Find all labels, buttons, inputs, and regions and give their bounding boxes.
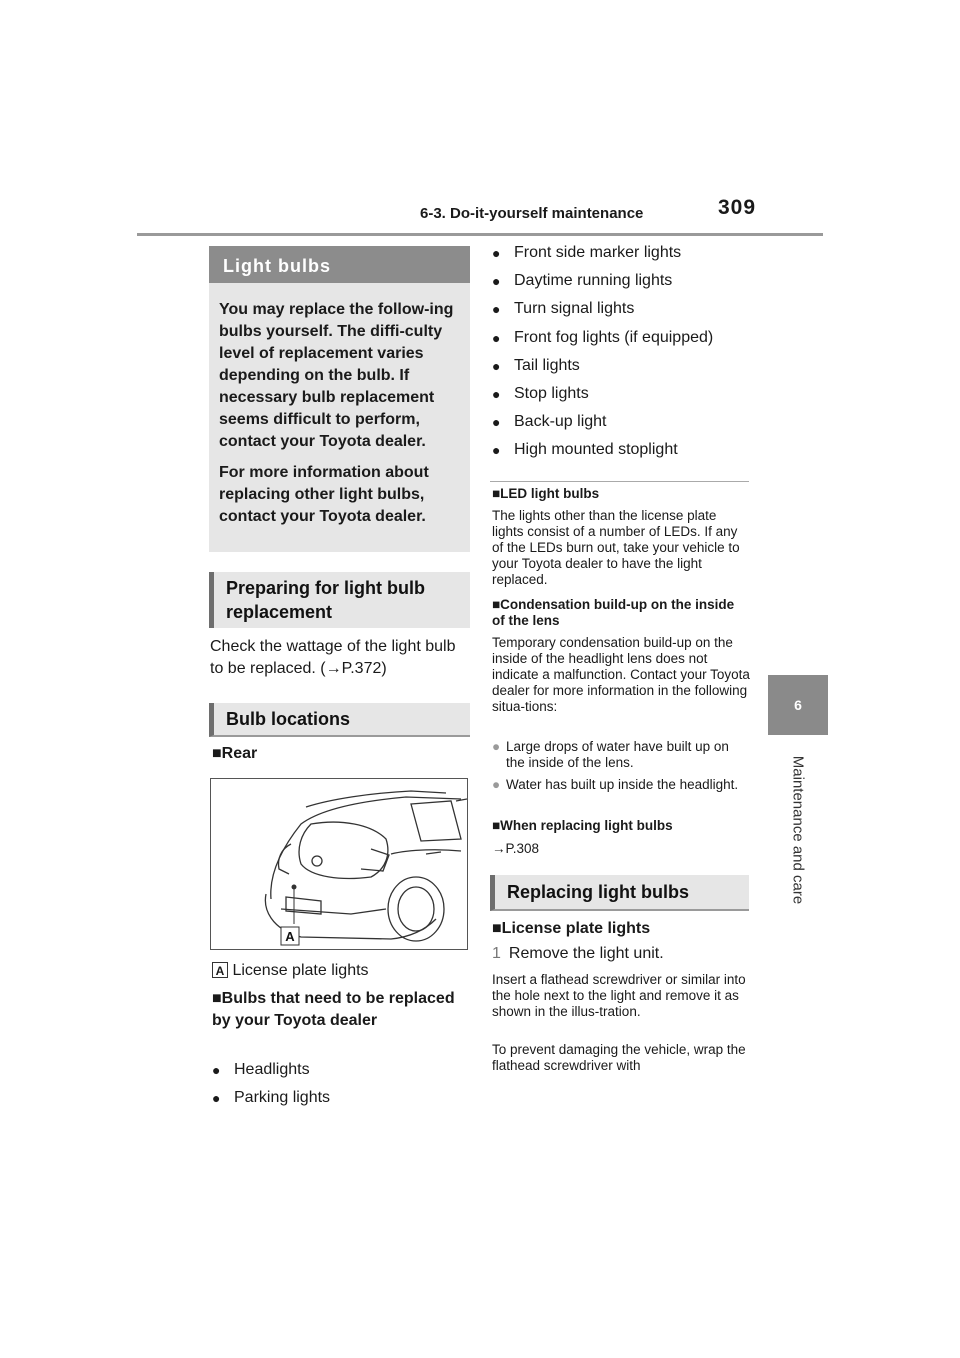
list-item: ● Back-up light <box>492 411 747 439</box>
bullet-icon: ● <box>492 739 501 754</box>
car-rear-drawing <box>211 779 467 949</box>
list-item: ● Stop lights <box>492 383 747 411</box>
list-item: ● Turn signal lights <box>492 298 747 326</box>
step-number: 1 <box>492 945 501 962</box>
section-header: 6-3. Do-it-yourself maintenance <box>420 205 644 222</box>
list-item: ● High mounted stoplight <box>492 439 747 467</box>
bullet-icon: ● <box>492 777 501 792</box>
license-heading: ■License plate lights <box>492 920 651 937</box>
rear-car-illustration <box>210 778 468 950</box>
condensation-text: Temporary condensation build-up on the inside of the headlight lens does not indicate a malfunction. Contact your Toyota dealer for more information in the following situa-tions: <box>492 635 750 714</box>
section-light-bulbs: Light bulbs <box>209 246 470 283</box>
list-item: ● Front fog lights (if equipped) <box>492 327 747 355</box>
replacing-note-heading: ■When replacing light bulbs <box>492 818 673 833</box>
condensation-item-1 <box>492 739 750 771</box>
chapter-tab-label: Maintenance and care <box>789 755 807 905</box>
condensation-item-2-text: Water has built up inside the headlight. <box>506 777 739 792</box>
intro-box <box>209 283 470 552</box>
led-text: The lights other than the license plate lights consist of a number of LEDs. If any of the LEDs burn out, take your vehicle to your Toyota dealer to have the light replaced. <box>492 508 740 587</box>
list-item: ● Daytime running lights <box>492 270 747 298</box>
list-item: ● Headlights <box>212 1059 462 1087</box>
chapter-tab-number: 6 <box>768 675 828 735</box>
header-rule <box>137 233 823 236</box>
notes-divider <box>490 481 749 482</box>
rear-heading: ■Rear <box>212 745 258 762</box>
callout-label: License plate lights <box>232 962 369 979</box>
dealer-heading: ■Bulbs that need to be replaced by your Toyota dealer <box>212 990 455 1029</box>
condensation-item-2 <box>492 777 750 793</box>
condensation-item-1-text: Large drops of water have built up on the inside of the lens. <box>506 739 729 770</box>
section-preparing: Preparing for light bulb replacement <box>209 572 470 628</box>
intro-paragraph-2: For more information about replacing other light bulbs, contact your Toyota dealer. <box>219 464 429 525</box>
callout-legend <box>212 960 369 982</box>
chapter-tab-label-wrap <box>768 740 828 920</box>
step-1 <box>492 943 664 965</box>
step-text: Remove the light unit. <box>508 945 664 962</box>
intro-paragraph-1: You may replace the follow-ing bulbs yourself. The diffi-culty level of replacement varies depending on the bulb. If necessary bulb replacement seems difficult to perform, contact your Toyota dealer. <box>219 301 454 450</box>
preparing-text: Check the wattage of the light bulb to be replaced. (→P.372) <box>210 638 456 677</box>
dealer-list-right <box>492 242 747 468</box>
replacing-note-ref: →P.308 <box>492 841 540 856</box>
page-number: 309 <box>718 196 757 219</box>
condensation-heading: ■Condensation build-up on the inside of the lens <box>492 597 735 628</box>
list-item: ● Front side marker lights <box>492 242 747 270</box>
dealer-list-left <box>212 1059 462 1115</box>
step-detail-1: Insert a flathead screwdriver or similar into the hole next to the light and remove it as shown in the illus-tration. <box>492 972 746 1019</box>
section-replacing: Replacing light bulbs <box>490 875 749 911</box>
callout-badge: A <box>212 962 228 978</box>
figure-callout-letter: A <box>285 929 295 944</box>
list-item: ● Tail lights <box>492 355 747 383</box>
led-heading: ■LED light bulbs <box>492 486 600 501</box>
list-item: ● Parking lights <box>212 1087 462 1115</box>
step-detail-2: To prevent damaging the vehicle, wrap the flathead screwdriver with <box>492 1042 746 1073</box>
section-bulb-locations: Bulb locations <box>209 703 470 737</box>
